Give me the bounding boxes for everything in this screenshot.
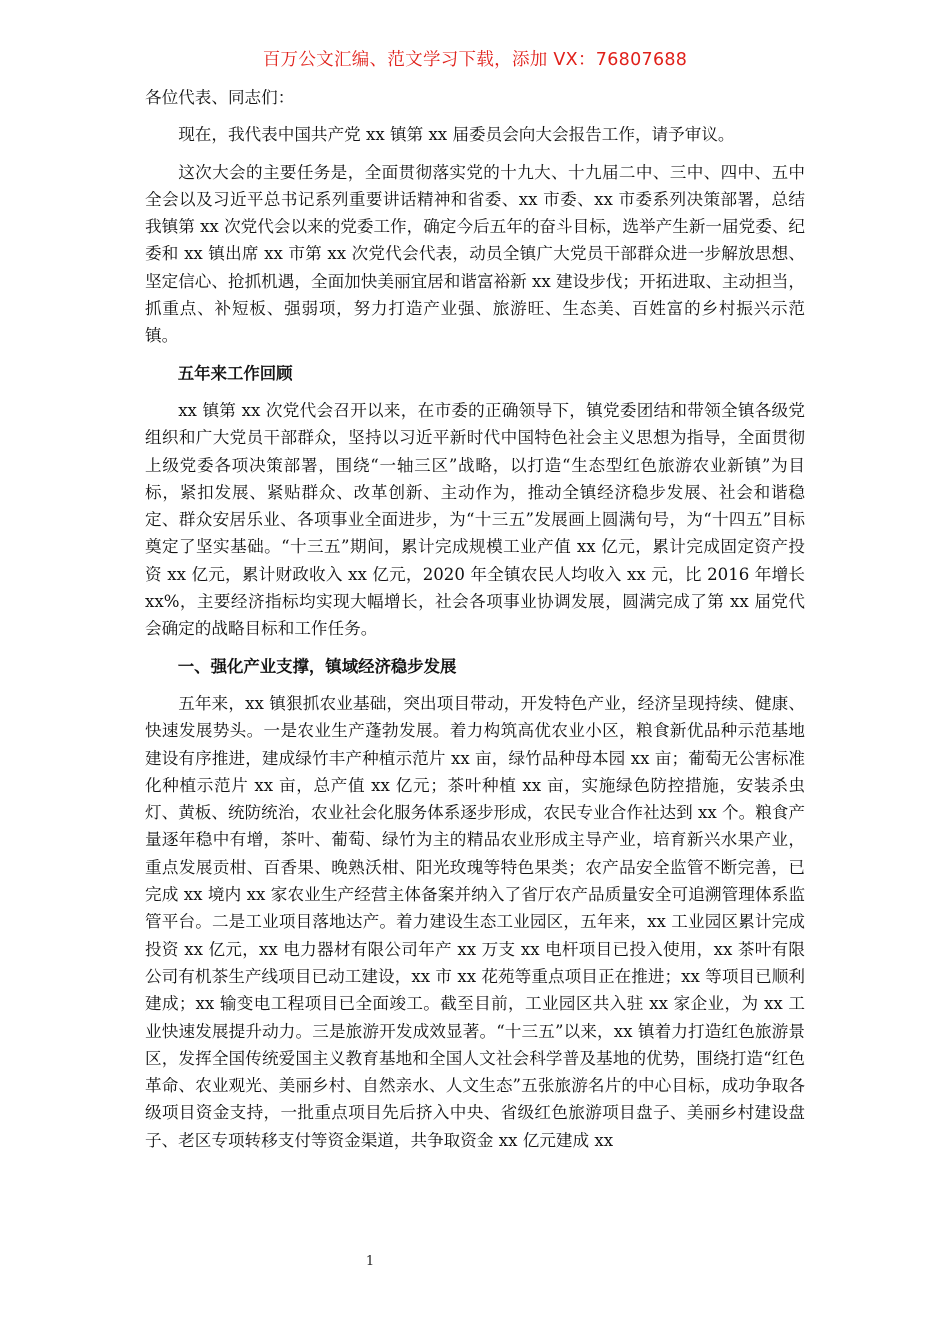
section-heading-industry: 一、强化产业支撑，镇域经济稳步发展 xyxy=(177,656,457,676)
promo-banner: 百万公文汇编、范文学习下载，添加 VX：76807688 xyxy=(262,50,688,70)
salutation: 各位代表、同志们： xyxy=(145,88,295,107)
paragraph-main-tasks: 这次大会的主要任务是，全面贯彻落实党的十九大、十九届二中、三中、四中、五中全会以及习近平总书记系列重要讲话精神和省委、xx 市委、xx 市委系列决策部署，总结我镇第 xx 次党代会以来的党委工作，确定今后五年的奋斗目标，选举产生新一届党委、纪委和 xx 镇出席 xx 市第 xx 次党代会代表，动员全镇广大党员干部群众进一步解放思想、坚定信心、抢抓机遇，全面加快美丽宜居和谐富裕新 xx 建设步伐；开拓进取、主动担当，抓重点、补短板、强弱项，努力打造产业强、旅游旺、生态美、百姓富的乡村振兴示范镇。 xyxy=(145,162,805,346)
paragraph-industry: 五年来，xx 镇狠抓农业基础，突出项目带动，开发特色产业，经济呈现持续、健康、快速发展势头。一是农业生产蓬勃发展。着力构筑高优农业小区，粮食新优品种示范基地建设有序推进，建成绿竹丰产种植示范片 xx 亩，绿竹品种母本园 xx 亩；葡萄无公害标准化种植示范片 xx 亩，总产值 xx 亿元；茶叶种植 xx 亩，实施绿色防控措施，安装杀虫灯、黄板、统防统治，农业社会化服务体系逐步形成，农民专业合作社达到 xx 个。粮食产量逐年稳中有增，茶叶、葡萄、绿竹为主的精品农业形成主导产业，培育新兴水果产业，重点发展贡柑、百香果、晚熟沃柑、阳光玫瑰等特色果类；农产品安全监管不断完善，已完成 xx 境内 xx 家农业生产经营主体备案并纳入了省厅农产品质量安全可追溯管理体系监管平台。二是工业项目落地达产。着力建设生态工业园区，五年来，xx 工业园区累计完成投资 xx 亿元，xx 电力器材有限公司年产 xx 万支 xx 电杆项目已投入使用，xx 茶叶有限公司有机茶生产线项目已动工建设，xx 市 xx 花苑等重点项目正在推进；xx 等项目已顺利建成；xx 输变电工程项目已全面竣工。截至目前，工业园区共入驻 xx 家企业，为 xx 工业快速发展提升动力。三是旅游开发成效显著。“十三五”以来，xx 镇着力打造红色旅游景区，发挥全国传统爱国主义教育基地和全国人文社会科学普及基地的优势，围绕打造“红色革命、农业观光、美丽乡村、自然亲水、人文生态”五张旅游名片的中心目标，成功争取各级项目资金支持，一批重点项目先后挤入中央、省级红色旅游项目盘子、美丽乡村建设盘子、老区专项转移支付等资金渠道，共争取资金 xx 亿元建成 xx xyxy=(145,693,805,1150)
report-body xyxy=(145,84,805,1164)
page-number: 1 xyxy=(365,1254,375,1269)
paragraph-intro: 现在，我代表中国共产党 xx 镇第 xx 届委员会向大会报告工作，请予审议。 xyxy=(178,125,735,145)
paragraph-review: xx 镇第 xx 次党代会召开以来，在市委的正确领导下，镇党委团结和带领全镇各级党组织和广大党员干部群众，坚持以习近平新时代中国特色社会主义思想为指导，全面贯彻上级党委各项决策部署，围绕“一轴三区”战略，以打造“生态型红色旅游农业新镇”为目标，紧扣发展、紧贴群众、改革创新、主动作为，推动全镇经济稳步发展、社会和谐稳定、群众安居乐业、各项事业全面进步，为“十三五”发展画上圆满句号，为“十四五”目标奠定了坚实基础。“十三五”期间，累计完成规模工业产值 xx 亿元，累计完成固定资产投资 xx 亿元，累计财政收入 xx 亿元，2020 年全镇农民人均收入 xx 元，比 2016 年增长 xx%，主要经济指标均实现大幅增长，社会各项事业协调发展，圆满完成了第 xx 届党代会确定的战略目标和工作任务。 xyxy=(145,400,805,639)
section-heading-review: 五年来工作回顾 xyxy=(177,363,293,383)
